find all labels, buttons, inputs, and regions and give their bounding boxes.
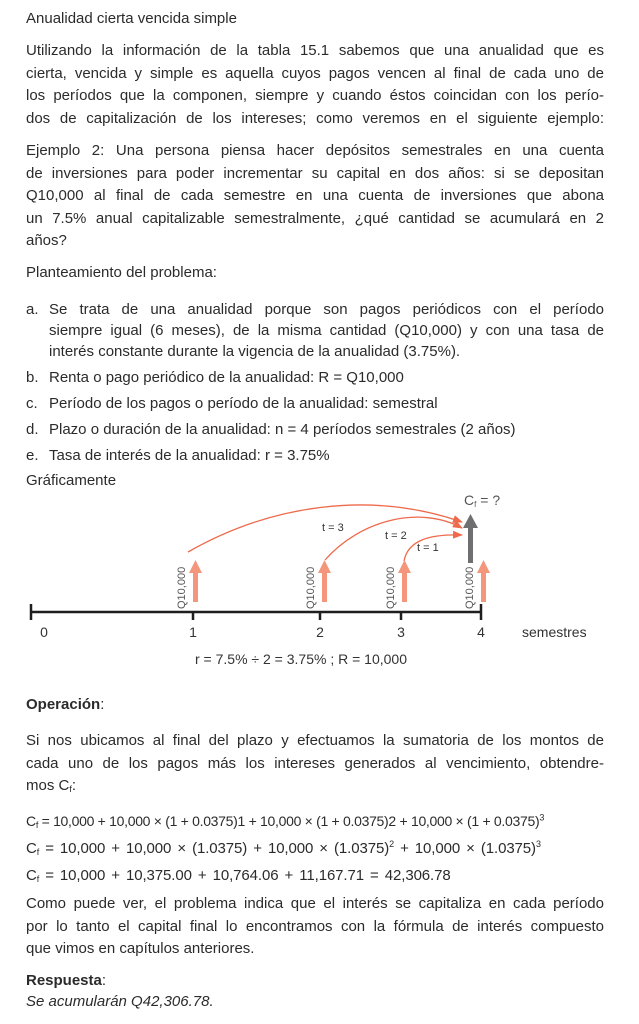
operation-heading-text: Operación — [26, 696, 101, 713]
tick-label-1: 1 — [189, 624, 197, 640]
operation-heading-colon: : — [100, 696, 105, 713]
eq1-body: = 10,000 + 10,000 × (1 + 0.0375)1 + 10,000 × (1 + 0.0375)2 + 10,000 × (1 + 0.0375) — [38, 813, 540, 829]
payment-arrow-icon — [477, 560, 490, 602]
problem-item-c — [26, 393, 604, 414]
tick-label-3: 3 — [397, 624, 405, 640]
tick-label-4: 4 — [477, 624, 485, 640]
equations-block — [26, 810, 626, 890]
operation-last-suffix: : — [71, 777, 77, 794]
example-line: años? — [26, 232, 67, 249]
intro-line: cierta, vencida y simple es aquella cuyos pagos vencen al final de cada uno de — [26, 64, 604, 82]
answer-text: Se acumularán Q42,306.78. — [26, 993, 214, 1010]
operation-line — [26, 775, 604, 801]
operation-last-sub: f — [69, 784, 72, 794]
example-paragraph — [26, 140, 604, 253]
graphic-heading-text: Gráficamente — [26, 472, 117, 489]
intro-line: dos de capitalización de los intereses; como veremos en el siguiente ejemplo: — [26, 109, 604, 127]
eq1-exponent: 3 — [539, 812, 545, 823]
problem-item-d — [26, 419, 604, 440]
list-marker: b. — [26, 369, 39, 386]
tick-label-0: 0 — [40, 624, 48, 640]
eq2-body-a: = 10,000 + 10,000 × (1.0375) + 10,000 × (1.0375) — [39, 840, 390, 857]
answer-block — [26, 970, 604, 1012]
rate-formula: r = 7.5% ÷ 2 = 3.75% ; R = 10,000 — [195, 651, 407, 667]
conclusion-line: Como puede ver, el problema indica que el interés se capitaliza en cada período — [26, 895, 604, 912]
problem-heading — [26, 262, 604, 284]
problem-heading-text: Planteamiento del problema: — [26, 264, 217, 281]
eq-lhs: C — [26, 840, 37, 857]
intro-paragraph — [26, 40, 604, 130]
example-line: Q10,000 al final de cada semestre en una cuenta de inversiones que abona — [26, 187, 604, 204]
eq2-body-b: + 10,000 × (1.0375) — [394, 840, 536, 857]
axis-unit-label: semestres — [522, 624, 587, 640]
final-capital-arrow-icon — [463, 514, 478, 563]
intro-line: Utilizando la información de la tabla 15.1 sabemos que una anualidad que es — [26, 42, 604, 59]
list-marker: a. — [26, 301, 39, 318]
equation-line-2 — [26, 838, 626, 863]
time-axis — [31, 604, 482, 620]
problem-item-e — [26, 445, 604, 466]
eq3-body: = 10,000 + 10,375.00 + 10,764.06 + 11,167.71 = 42,306.78 — [39, 867, 451, 884]
payment-arrow-icon — [189, 560, 202, 602]
arc-label-t2: t = 2 — [385, 530, 407, 542]
eq2-exponent-1: 2 — [389, 839, 394, 849]
operation-line: cada uno de los pagos más los intereses generados al vencimiento, obtendre- — [26, 754, 604, 772]
section-title-text: Anualidad cierta vencida simple — [26, 10, 237, 27]
final-capital-label: Cf = ? — [464, 492, 501, 509]
list-marker: e. — [26, 447, 39, 464]
payment-arrow-icon — [318, 560, 331, 602]
payment-label: Q10,000 — [305, 566, 317, 609]
conclusion-line: que vimos en capítulos anteriores. — [26, 940, 255, 957]
operation-last-prefix: mos C — [26, 777, 70, 794]
eq-lhs: C — [26, 813, 36, 829]
timeline-diagram — [0, 490, 639, 680]
item-line: Se trata de una anualidad porque son pagos periódicos con el período — [49, 301, 604, 318]
item-line: Tasa de interés de la anualidad: r = 3.75% — [49, 447, 330, 464]
list-marker: c. — [26, 395, 38, 412]
payment-label: Q10,000 — [385, 566, 397, 609]
answer-heading — [26, 970, 604, 991]
answer-heading-colon: : — [101, 972, 107, 989]
answer-heading-text: Respuesta — [26, 972, 102, 989]
eq-lhs-sub: f — [35, 820, 39, 830]
payment-arrow-icon — [398, 560, 411, 602]
conclusion-paragraph — [26, 893, 604, 961]
eq-lhs: C — [26, 867, 37, 884]
item-line: Plazo o duración de la anualidad: n = 4 períodos semestrales (2 años) — [49, 421, 516, 438]
problem-item-b — [26, 367, 604, 388]
payment-label: Q10,000 — [176, 566, 188, 609]
tick-label-2: 2 — [316, 624, 324, 640]
item-line: siempre igual (6 meses), de la misma cantidad (Q10,000) y con una tasa de — [49, 322, 604, 339]
intro-line: los períodos que la componen, siempre y cuando éstos coincidan con los perío- — [26, 87, 604, 104]
conclusion-line: por lo tanto el capital final lo encontramos con la fórmula de interés compuesto — [26, 917, 604, 935]
problem-item-a — [26, 299, 604, 362]
item-line: Renta o pago periódico de la anualidad: R = Q10,000 — [49, 369, 404, 386]
example-line: de inversiones para poder incrementar su capital en dos años: si se depositan — [26, 164, 604, 182]
arc-label-t3: t = 3 — [322, 522, 344, 534]
operation-heading — [26, 694, 604, 716]
eq-lhs-sub: f — [36, 874, 40, 884]
item-line: Período de los pagos o período de la anualidad: semestral — [49, 395, 438, 412]
eq2-exponent-2: 3 — [535, 839, 541, 849]
example-line: Ejemplo 2: Una persona piensa hacer depósitos semestrales en una cuenta — [26, 142, 604, 159]
operation-line: Si nos ubicamos al final del plazo y efectuamos la sumatoria de los montos de — [26, 732, 604, 749]
equation-line-1 — [26, 810, 626, 836]
eq-lhs-sub: f — [36, 847, 40, 857]
list-marker: d. — [26, 421, 39, 438]
graphic-heading — [26, 470, 604, 492]
problem-list — [26, 299, 604, 471]
equation-line-3 — [26, 865, 626, 890]
payment-label: Q10,000 — [464, 566, 476, 609]
operation-paragraph — [26, 730, 604, 801]
example-line: un 7.5% anual capitalizable semestralmente, ¿qué cantidad se acumulará en 2 — [26, 209, 604, 227]
arc-label-t1: t = 1 — [417, 542, 439, 554]
section-title — [26, 8, 604, 30]
item-line: interés constante durante la vigencia de la anualidad (3.75%). — [49, 343, 461, 360]
